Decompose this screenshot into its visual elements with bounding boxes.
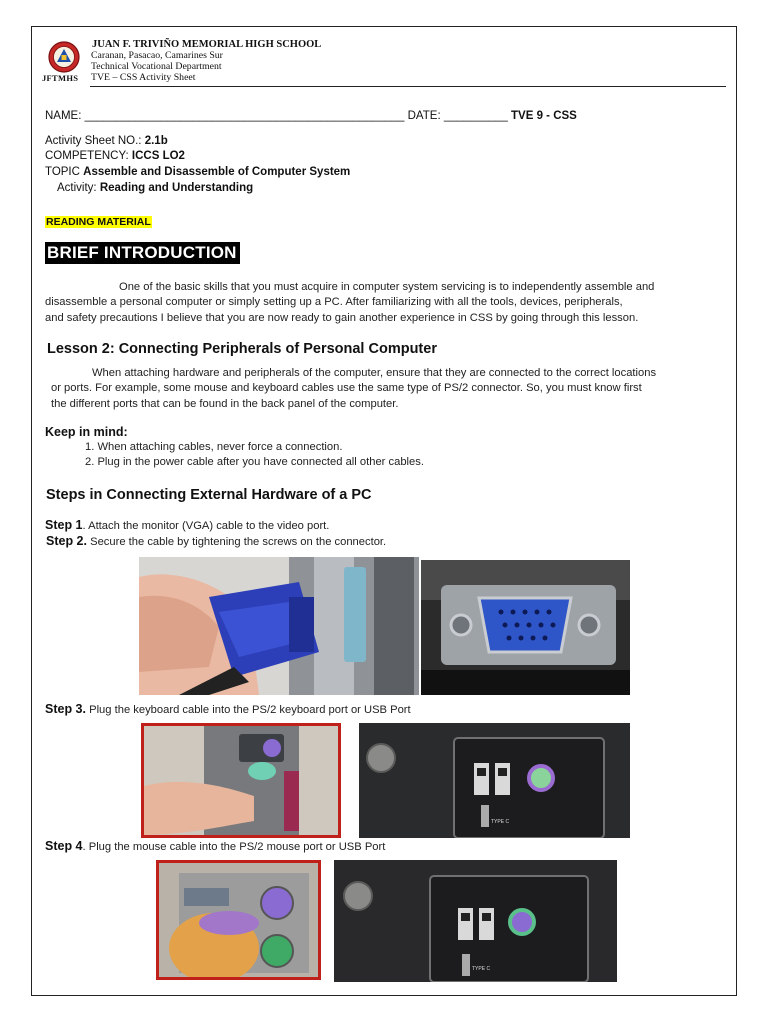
vga-port-photo <box>421 560 630 695</box>
topic-line <box>45 166 350 178</box>
competency-line <box>45 150 185 162</box>
step-text: Plug the keyboard cable into the PS/2 keyboard port or USB Port <box>86 704 411 716</box>
usb-port-label-1: TYPE C <box>491 819 510 825</box>
activity-sheet-line <box>45 135 168 147</box>
keep-in-mind-item: 1. When attaching cables, never force a connection. <box>85 441 343 453</box>
topic-value: Assemble and Disassemble of Computer System <box>83 166 351 178</box>
name-date-line <box>45 110 577 122</box>
lesson-line: the different ports that can be found in the back panel of the computer. <box>51 397 399 410</box>
step-label: Step 3. <box>45 702 86 716</box>
lesson-heading: Lesson 2: Connecting Peripherals of Personal Computer <box>47 341 437 357</box>
mouse-ports-photo <box>156 860 321 980</box>
brief-intro-line: disassemble a personal computer or simply setting up a PC. After familiarizing with all the tools, devices, peripherals, <box>45 296 623 309</box>
date-label: DATE: <box>407 110 441 122</box>
header-rule <box>90 86 726 87</box>
step-4 <box>45 839 385 853</box>
step-text: . Plug the mouse cable into the PS/2 mouse port or USB Port <box>82 841 386 853</box>
name-blank[interactable]: __________________________________________________ <box>84 110 405 122</box>
activity-sheet-label: Activity Sheet NO.: <box>45 135 142 147</box>
step-label: Step 2. <box>46 534 87 548</box>
step-3 <box>45 702 411 716</box>
lesson-paragraph <box>51 366 656 412</box>
brief-intro-line: and safety precautions I believe that you are now ready to gain another experience in CSS by going through this lesson. <box>45 311 639 324</box>
sheet-name: TVE – CSS Activity Sheet <box>91 72 196 83</box>
lesson-line: When attaching hardware and peripherals of the computer, ensure that they are connected to the correct locations <box>92 367 657 379</box>
back-panel-photo-1 <box>359 723 630 838</box>
usb-port-label-2: TYPE C <box>472 966 491 972</box>
grade-label: TVE 9 - CSS <box>511 110 577 122</box>
step-label: Step 1 <box>45 518 83 532</box>
vga-cable-photo <box>139 557 419 695</box>
competency-label: COMPETENCY: <box>45 150 129 162</box>
keep-in-mind-list <box>85 440 424 470</box>
activity-label: Activity: <box>57 182 97 194</box>
activity-value: Reading and Understanding <box>99 182 254 194</box>
lesson-line: or ports. For example, some mouse and keyboard cables use the same type of PS/2 connector. So, you must know first <box>51 382 642 395</box>
logo-caption: JFTMHS <box>42 73 79 83</box>
keep-in-mind-heading: Keep in mind: <box>45 425 128 439</box>
reading-material-text: READING MATERIAL <box>46 216 151 228</box>
activity-line <box>57 182 253 194</box>
date-blank[interactable]: __________ <box>443 110 508 122</box>
step-label: Step 4 <box>45 839 83 853</box>
step-text: . Attach the monitor (VGA) cable to the video port. <box>82 520 330 532</box>
step-2 <box>46 534 386 548</box>
reading-material-label <box>45 212 152 230</box>
school-name: JUAN F. TRIVIÑO MEMORIAL HIGH SCHOOL <box>92 39 322 50</box>
activity-sheet-value: 2.1b <box>144 135 168 147</box>
brief-intro-line: One of the basic skills that you must acquire in computer system servicing is to independently assemble and <box>119 281 655 293</box>
brief-intro-heading: BRIEF INTRODUCTION <box>45 242 240 264</box>
school-address: Caranan, Pasacao, Camarines Sur <box>91 50 223 61</box>
topic-label: TOPIC <box>45 166 80 178</box>
step-text: Secure the cable by tightening the screws on the connector. <box>87 536 387 548</box>
keyboard-plug-photo <box>141 723 341 838</box>
name-label: NAME: <box>45 110 82 122</box>
keep-in-mind-item: 2. Plug in the power cable after you have connected all other cables. <box>85 456 424 468</box>
department-name: Technical Vocational Department <box>91 61 222 72</box>
competency-value: ICCS LO2 <box>131 150 185 162</box>
back-panel-photo-2 <box>334 860 617 982</box>
brief-intro-paragraph <box>45 280 654 326</box>
step-1 <box>45 518 329 532</box>
steps-heading: Steps in Connecting External Hardware of a PC <box>46 487 372 503</box>
